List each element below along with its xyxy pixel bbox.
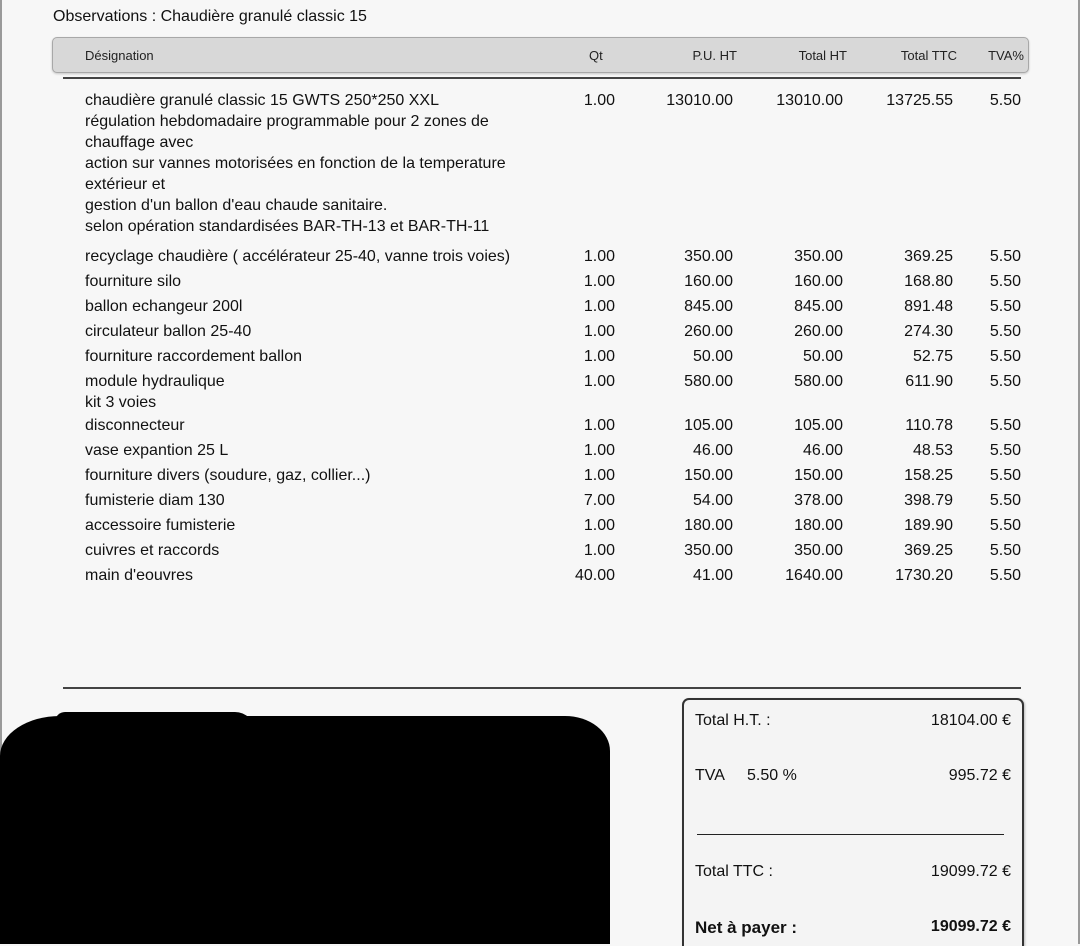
item-unit-price: 350.00: [684, 542, 733, 559]
item-tva: 5.50: [989, 417, 1021, 434]
table-row: [0, 440, 1080, 461]
column-header-pu-ht: P.U. HT: [692, 48, 737, 63]
item-qt: 1.00: [583, 348, 615, 365]
item-total-ttc: 369.25: [904, 542, 953, 559]
item-designation-line: chaudière granulé classic 15 GWTS 250*250 XXL: [85, 92, 439, 109]
item-unit-price: 50.00: [692, 348, 733, 365]
total-ttc-value: 19099.72 €: [930, 863, 1011, 880]
item-tva: 5.50: [989, 442, 1021, 459]
item-total-ht: 350.00: [794, 542, 843, 559]
item-unit-price: 105.00: [684, 417, 733, 434]
item-total-ttc: 189.90: [904, 517, 953, 534]
item-designation: [85, 465, 565, 486]
column-header-tva: TVA%: [988, 48, 1024, 63]
item-total-ht: 845.00: [794, 298, 843, 315]
item-total-ttc: 13725.55: [886, 92, 953, 109]
net-to-pay-label: Net à payer :: [695, 918, 798, 937]
item-designation: [85, 90, 565, 237]
table-row: [0, 515, 1080, 536]
item-tva: 5.50: [989, 373, 1021, 390]
item-total-ttc: 1730.20: [895, 567, 953, 584]
item-total-ttc: 891.48: [904, 298, 953, 315]
item-unit-price: 13010.00: [666, 92, 733, 109]
item-total-ht: 150.00: [794, 467, 843, 484]
table-header: [52, 37, 1029, 73]
item-qt: 7.00: [583, 492, 615, 509]
item-qt: 1.00: [583, 373, 615, 390]
item-designation: [85, 371, 565, 413]
totals-box: [682, 698, 1024, 946]
item-designation: [85, 271, 565, 292]
item-total-ht: 13010.00: [776, 92, 843, 109]
item-unit-price: 41.00: [692, 567, 733, 584]
table-row: [0, 565, 1080, 586]
column-header-qt: Qt: [589, 48, 603, 63]
item-tva: 5.50: [989, 567, 1021, 584]
item-total-ttc: 398.79: [904, 492, 953, 509]
table-row: [0, 490, 1080, 511]
table-row: [0, 271, 1080, 292]
item-qt: 1.00: [583, 92, 615, 109]
item-tva: 5.50: [989, 248, 1021, 265]
item-designation: [85, 565, 565, 586]
table-row: [0, 465, 1080, 486]
tva-rate: 5.50 %: [747, 767, 797, 784]
tva-value: 995.72 €: [948, 767, 1011, 784]
column-header-total-ttc: Total TTC: [900, 48, 957, 63]
table-row: [0, 415, 1080, 436]
totals-divider: [697, 834, 1004, 835]
item-qt: 1.00: [583, 248, 615, 265]
item-qt: 1.00: [583, 517, 615, 534]
item-qt: 1.00: [583, 298, 615, 315]
item-total-ttc: 52.75: [912, 348, 953, 365]
table-row: [0, 540, 1080, 561]
item-total-ht: 260.00: [794, 323, 843, 340]
item-qt: 1.00: [583, 273, 615, 290]
item-tva: 5.50: [989, 492, 1021, 509]
item-total-ht: 46.00: [802, 442, 843, 459]
item-tva: 5.50: [989, 517, 1021, 534]
item-designation-line: fourniture raccordement ballon: [85, 348, 303, 365]
item-total-ttc: 158.25: [904, 467, 953, 484]
item-designation-line: recyclage chaudière ( accélérateur 25-40, vanne trois voies): [85, 248, 511, 265]
item-designation-line: fourniture silo: [85, 273, 182, 290]
item-total-ht: 180.00: [794, 517, 843, 534]
total-ht-value: 18104.00 €: [930, 712, 1011, 729]
item-designation-line: gestion d'un ballon d'eau chaude sanitaire.: [85, 197, 388, 214]
net-to-pay-value: 19099.72 €: [930, 918, 1011, 935]
item-table-body: [0, 90, 1080, 590]
item-total-ttc: 611.90: [905, 373, 953, 390]
item-designation-line: chauffage avec: [85, 134, 194, 151]
item-designation-line: module hydraulique: [85, 373, 225, 390]
item-designation-line: extérieur et: [85, 176, 166, 193]
item-designation: [85, 540, 565, 561]
table-row: [0, 346, 1080, 367]
item-designation-line: fourniture divers (soudure, gaz, collier...): [85, 467, 371, 484]
item-unit-price: 350.00: [684, 248, 733, 265]
item-unit-price: 150.00: [684, 467, 733, 484]
item-qt: 1.00: [583, 323, 615, 340]
item-total-ht: 350.00: [794, 248, 843, 265]
item-total-ttc: 168.80: [904, 273, 953, 290]
item-total-ttc: 274.30: [904, 323, 953, 340]
item-designation-line: accessoire fumisterie: [85, 517, 236, 534]
item-total-ht: 580.00: [794, 373, 843, 390]
item-tva: 5.50: [989, 298, 1021, 315]
item-designation: [85, 246, 565, 267]
item-total-ht: 1640.00: [785, 567, 843, 584]
item-unit-price: 260.00: [684, 323, 733, 340]
item-designation: [85, 515, 565, 536]
column-header-designation: Désignation: [85, 48, 154, 63]
total-ttc-label: Total TTC :: [695, 863, 773, 880]
redaction-mark: [0, 716, 610, 944]
item-designation-line: circulateur ballon 25-40: [85, 323, 252, 340]
item-tva: 5.50: [989, 542, 1021, 559]
item-designation-line: kit 3 voies: [85, 394, 157, 411]
total-ht-label: Total H.T. :: [695, 712, 771, 729]
item-designation-line: disconnecteur: [85, 417, 185, 434]
item-designation-line: régulation hebdomadaire programmable pour 2 zones de: [85, 113, 489, 130]
item-total-ttc: 110.78: [905, 417, 953, 434]
item-designation: [85, 296, 565, 317]
header-divider: [63, 77, 1021, 79]
item-unit-price: 54.00: [692, 492, 733, 509]
column-header-total-ht: Total HT: [798, 48, 847, 63]
item-unit-price: 46.00: [692, 442, 733, 459]
item-qt: 1.00: [583, 417, 615, 434]
item-unit-price: 180.00: [684, 517, 733, 534]
item-qt: 40.00: [574, 567, 615, 584]
item-designation: [85, 440, 565, 461]
item-total-ht: 160.00: [794, 273, 843, 290]
item-unit-price: 160.00: [684, 273, 733, 290]
item-tva: 5.50: [989, 467, 1021, 484]
item-designation-line: fumisterie diam 130: [85, 492, 225, 509]
item-designation-line: selon opération standardisées BAR-TH-13 et BAR-TH-11: [85, 218, 490, 235]
observations-text: Observations : Chaudière granulé classic 15: [53, 8, 367, 25]
table-row: [0, 296, 1080, 317]
table-row: [0, 321, 1080, 342]
item-tva: 5.50: [989, 92, 1021, 109]
item-tva: 5.50: [989, 273, 1021, 290]
item-tva: 5.50: [989, 323, 1021, 340]
tva-label: TVA: [695, 767, 725, 784]
item-qt: 1.00: [583, 467, 615, 484]
item-unit-price: 845.00: [684, 298, 733, 315]
item-designation-line: vase expantion 25 L: [85, 442, 229, 459]
table-row: [0, 246, 1080, 267]
item-designation-line: main d'eouvres: [85, 567, 193, 584]
item-designation: [85, 490, 565, 511]
table-row: [0, 90, 1080, 237]
item-designation-line: action sur vannes motorisées en fonction de la temperature: [85, 155, 506, 172]
item-designation-line: cuivres et raccords: [85, 542, 220, 559]
item-unit-price: 580.00: [684, 373, 733, 390]
item-total-ht: 105.00: [794, 417, 843, 434]
item-designation: [85, 415, 565, 436]
item-total-ttc: 369.25: [904, 248, 953, 265]
table-row: [0, 371, 1080, 413]
item-total-ht: 50.00: [802, 348, 843, 365]
item-qt: 1.00: [583, 542, 615, 559]
item-total-ht: 378.00: [794, 492, 843, 509]
item-tva: 5.50: [989, 348, 1021, 365]
item-designation-line: ballon echangeur 200l: [85, 298, 243, 315]
item-designation: [85, 346, 565, 367]
item-designation: [85, 321, 565, 342]
item-total-ttc: 48.53: [912, 442, 953, 459]
footer-divider: [63, 687, 1021, 689]
item-qt: 1.00: [583, 442, 615, 459]
